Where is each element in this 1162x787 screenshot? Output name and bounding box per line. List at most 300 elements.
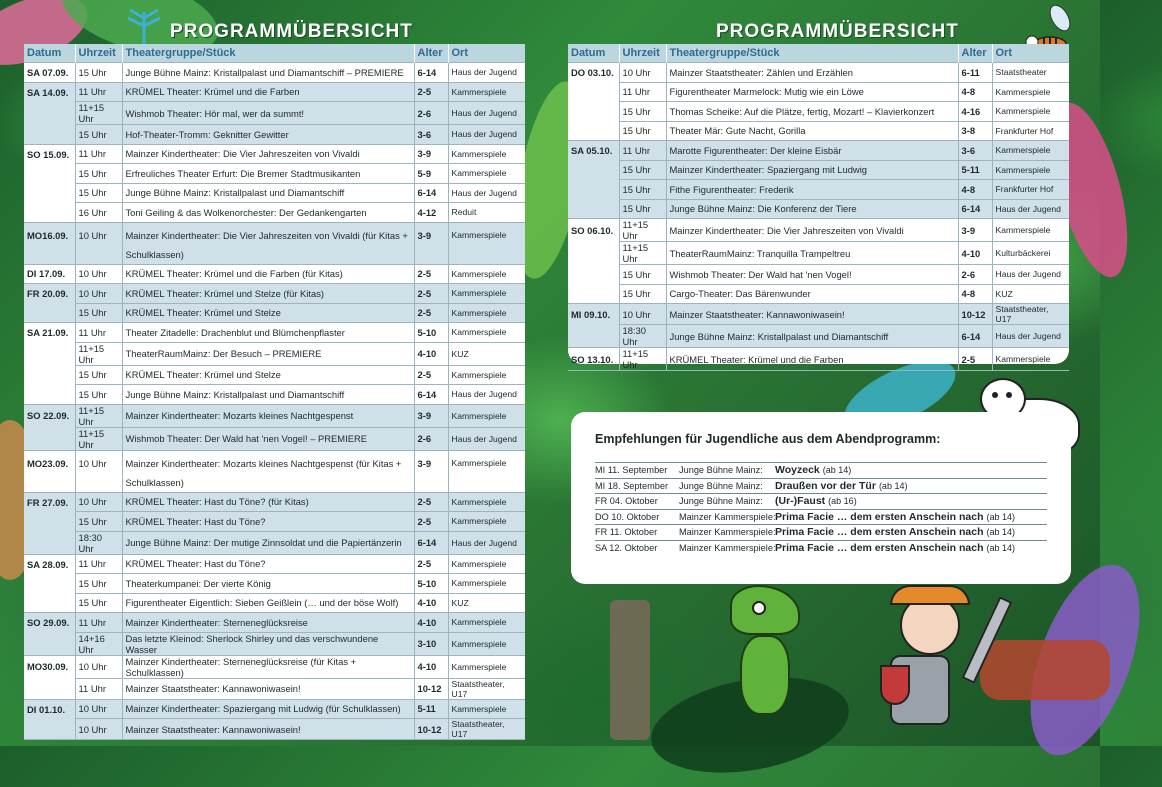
- venue-cell: Kammerspiele: [448, 492, 525, 512]
- recommendation-title: Draußen vor der Tür: [775, 479, 876, 492]
- date-cell: [568, 284, 619, 304]
- time-cell: 10 Uhr: [75, 492, 122, 512]
- program-cell: KRÜMEL Theater: Krümel und Stelze (für Kitas): [122, 284, 414, 304]
- date-cell: [24, 164, 75, 184]
- age-cell: 6-11: [958, 63, 992, 83]
- recommendation-age: (ab 14): [986, 511, 1016, 522]
- program-cell: Cargo-Theater: Das Bärenwunder: [666, 284, 958, 304]
- recommendation-age: (ab 14): [878, 480, 908, 491]
- venue-cell: Kammerspiele: [448, 164, 525, 184]
- date-cell: [568, 265, 619, 285]
- venue-cell: Kammerspiele: [992, 141, 1069, 161]
- date-cell: [568, 242, 619, 265]
- venue-cell: KUZ: [448, 593, 525, 613]
- time-cell: 11+15 Uhr: [619, 219, 666, 242]
- table-row: [24, 531, 525, 554]
- time-cell: 15 Uhr: [75, 593, 122, 613]
- program-cell: Junge Bühne Mainz: Kristallpalast und Diamantschiff: [122, 183, 414, 203]
- program-cell: Das letzte Kleinod: Sherlock Shirley und das verschwundene Wasser: [122, 632, 414, 655]
- program-cell: Mainzer Kindertheater: Die Vier Jahreszeiten von Vivaldi: [122, 144, 414, 164]
- date-cell: [568, 102, 619, 122]
- venue-cell: Kammerspiele: [992, 102, 1069, 122]
- age-cell: 2-5: [414, 492, 448, 512]
- table-row: [24, 512, 525, 532]
- venue-cell: Haus der Jugend: [448, 183, 525, 203]
- time-cell: 15 Uhr: [75, 574, 122, 594]
- column-header: Alter: [414, 44, 448, 63]
- time-cell: 18:30 Uhr: [75, 531, 122, 554]
- recommendation-age: (ab 14): [986, 542, 1016, 553]
- time-cell: 11+15 Uhr: [619, 348, 666, 371]
- age-cell: 2-5: [414, 512, 448, 532]
- table-row: [568, 265, 1069, 285]
- venue-cell: Haus der Jugend: [448, 63, 525, 83]
- recommendation-date: FR 11. Oktober: [595, 527, 658, 538]
- program-cell: KRÜMEL Theater: Krümel und Stelze: [122, 303, 414, 323]
- time-cell: 11 Uhr: [619, 82, 666, 102]
- recommendation-row: [595, 478, 1047, 494]
- time-cell: 15 Uhr: [619, 265, 666, 285]
- age-cell: 2-5: [414, 365, 448, 385]
- table-row: [568, 180, 1069, 200]
- date-cell: [24, 719, 75, 740]
- time-cell: 15 Uhr: [75, 164, 122, 184]
- page-title-right: PROGRAMMÜBERSICHT: [716, 21, 959, 42]
- age-cell: 4-10: [958, 242, 992, 265]
- venue-cell: Kammerspiele: [448, 574, 525, 594]
- age-cell: 3-10: [414, 632, 448, 655]
- date-cell: FR 27.09.: [24, 492, 75, 512]
- age-cell: 5-11: [958, 160, 992, 180]
- table-row: [24, 719, 525, 740]
- date-cell: [24, 125, 75, 145]
- recommendation-date: MI 18. September: [595, 480, 669, 491]
- date-cell: [568, 180, 619, 200]
- program-cell: Junge Bühne Mainz: Der mutige Zinnsoldat und die Papiertänzerin: [122, 531, 414, 554]
- date-cell: [24, 531, 75, 554]
- table-row: [24, 632, 525, 655]
- date-cell: SO 13.10.: [568, 348, 619, 371]
- time-cell: 15 Uhr: [75, 183, 122, 203]
- age-cell: 6-14: [414, 63, 448, 83]
- column-header: Theatergruppe/Stück: [122, 44, 414, 63]
- date-cell: DI 17.09.: [24, 264, 75, 284]
- time-cell: 10 Uhr: [75, 264, 122, 284]
- table-row: [24, 303, 525, 323]
- program-cell: Wishmob Theater: Hör mal, wer da summt!: [122, 102, 414, 125]
- time-cell: 10 Uhr: [75, 450, 122, 492]
- time-cell: 11+15 Uhr: [75, 404, 122, 427]
- time-cell: 15 Uhr: [75, 512, 122, 532]
- date-cell: SO 22.09.: [24, 404, 75, 427]
- venue-cell: Kammerspiele: [448, 284, 525, 304]
- table-header: [24, 44, 525, 63]
- table-row: [568, 219, 1069, 242]
- venue-cell: Staatstheater, U17: [448, 719, 525, 740]
- time-cell: 11 Uhr: [75, 554, 122, 574]
- date-cell: SA 28.09.: [24, 554, 75, 574]
- table-row: [568, 63, 1069, 83]
- venue-cell: Haus der Jugend: [448, 427, 525, 450]
- table-row: [24, 342, 525, 365]
- venue-cell: KUZ: [992, 284, 1069, 304]
- table-row: [24, 699, 525, 719]
- program-cell: KRÜMEL Theater: Krümel und die Farben (für Kitas): [122, 264, 414, 284]
- age-cell: 3-9: [414, 450, 448, 492]
- program-cell: KRÜMEL Theater: Krümel und Stelze: [122, 365, 414, 385]
- venue-cell: Kammerspiele: [992, 82, 1069, 102]
- venue-cell: Kammerspiele: [448, 655, 525, 678]
- table-row: [568, 304, 1069, 325]
- venue-cell: Haus der Jugend: [992, 325, 1069, 348]
- table-row: [568, 199, 1069, 219]
- recommendation-date: FR 04. Oktober: [595, 496, 658, 507]
- date-cell: MO30.09.: [24, 655, 75, 678]
- program-cell: Marotte Figurentheater: Der kleine Eisbär: [666, 141, 958, 161]
- program-cell: Mainzer Kindertheater: Die Vier Jahreszeiten von Vivaldi: [666, 219, 958, 242]
- time-cell: 10 Uhr: [619, 63, 666, 83]
- age-cell: 10-12: [958, 304, 992, 325]
- age-cell: 5-10: [414, 323, 448, 343]
- recommendation-title: (Ur-)Faust: [775, 495, 826, 508]
- venue-cell: Kammerspiele: [992, 348, 1069, 371]
- age-cell: 3-6: [958, 141, 992, 161]
- venue-cell: Frankfurter Hof: [992, 180, 1069, 200]
- time-cell: 11+15 Uhr: [75, 427, 122, 450]
- date-cell: [568, 82, 619, 102]
- leaf-decoration: [610, 600, 650, 740]
- venue-cell: Kammerspiele: [448, 365, 525, 385]
- table-row: [24, 144, 525, 164]
- column-header: Theatergruppe/Stück: [666, 44, 958, 63]
- age-cell: 10-12: [414, 678, 448, 699]
- table-row: [568, 141, 1069, 161]
- recommendation-row: [595, 462, 1047, 478]
- column-header: Uhrzeit: [75, 44, 122, 63]
- recommendation-date: DO 10. Oktober: [595, 511, 660, 522]
- recommendation-title: Woyzeck: [775, 464, 820, 477]
- venue-cell: Haus der Jugend: [448, 385, 525, 405]
- recommendation-row: [595, 524, 1047, 540]
- column-header: Alter: [958, 44, 992, 63]
- age-cell: 2-6: [414, 102, 448, 125]
- table-row: [568, 348, 1069, 371]
- time-cell: 15 Uhr: [75, 385, 122, 405]
- recommendation-age: (ab 16): [828, 496, 857, 507]
- time-cell: 16 Uhr: [75, 203, 122, 223]
- date-cell: [24, 574, 75, 594]
- time-cell: 11+15 Uhr: [75, 342, 122, 365]
- program-cell: Theater Zitadelle: Drachenblut und Blümchenpflaster: [122, 323, 414, 343]
- program-cell: Junge Bühne Mainz: Die Konferenz der Tiere: [666, 199, 958, 219]
- program-cell: Junge Bühne Mainz: Kristallpalast und Diamantschiff: [122, 385, 414, 405]
- program-table-left: [24, 44, 525, 739]
- date-cell: SA 07.09.: [24, 63, 75, 83]
- age-cell: 6-14: [414, 531, 448, 554]
- age-cell: 10-12: [414, 719, 448, 740]
- age-cell: 2-5: [414, 264, 448, 284]
- date-cell: [24, 183, 75, 203]
- table-row: [24, 450, 525, 492]
- time-cell: 10 Uhr: [75, 699, 122, 719]
- program-cell: Mainzer Kindertheater: Die Vier Jahreszeiten von Vivaldi (für Kitas + Schulklassen): [122, 222, 414, 264]
- time-cell: 15 Uhr: [75, 303, 122, 323]
- venue-cell: Kammerspiele: [992, 160, 1069, 180]
- program-cell: Mainzer Staatstheater: Kannawoniwasein!: [122, 719, 414, 740]
- program-cell: Mainzer Staatstheater: Kannawoniwasein!: [122, 678, 414, 699]
- time-cell: 10 Uhr: [75, 719, 122, 740]
- table-row: [24, 427, 525, 450]
- feather-icon: [120, 4, 168, 44]
- age-cell: 4-10: [414, 655, 448, 678]
- date-cell: [24, 678, 75, 699]
- table-row: [24, 655, 525, 678]
- age-cell: 3-9: [414, 404, 448, 427]
- program-cell: Thomas Scheike: Auf die Plätze, fertig, Mozart! – Klavierkonzert: [666, 102, 958, 122]
- table-row: [24, 492, 525, 512]
- program-cell: TheaterRaumMainz: Tranquilla Trampeltreu: [666, 242, 958, 265]
- table-row: [24, 385, 525, 405]
- column-header: Ort: [448, 44, 525, 63]
- recommendations-box: [571, 412, 1071, 584]
- program-cell: KRÜMEL Theater: Krümel und die Farben: [666, 348, 958, 371]
- age-cell: 6-14: [414, 183, 448, 203]
- recommendation-group: Mainzer Kammerspiele:: [679, 527, 776, 538]
- age-cell: 5-9: [414, 164, 448, 184]
- age-cell: 2-5: [414, 303, 448, 323]
- venue-cell: Kammerspiele: [448, 613, 525, 633]
- date-cell: [568, 160, 619, 180]
- time-cell: 14+16 Uhr: [75, 632, 122, 655]
- crocodile-illustration: [700, 585, 820, 735]
- age-cell: 2-5: [414, 82, 448, 102]
- program-cell: Mainzer Kindertheater: Mozarts kleines Nachtgespenst (für Kitas + Schulklassen): [122, 450, 414, 492]
- time-cell: 11 Uhr: [75, 678, 122, 699]
- table-row: [24, 365, 525, 385]
- age-cell: 4-16: [958, 102, 992, 122]
- column-header: Ort: [992, 44, 1069, 63]
- program-cell: Mainzer Kindertheater: Sterneneglücksreise: [122, 613, 414, 633]
- venue-cell: Kulturbäckerei: [992, 242, 1069, 265]
- date-cell: FR 20.09.: [24, 284, 75, 304]
- date-cell: [24, 385, 75, 405]
- table-row: [24, 678, 525, 699]
- time-cell: 11 Uhr: [75, 323, 122, 343]
- recommendation-group: Mainzer Kammerspiele:: [679, 511, 776, 522]
- program-cell: Mainzer Kindertheater: Mozarts kleines Nachtgespenst: [122, 404, 414, 427]
- table-row: [24, 574, 525, 594]
- table-row: [24, 264, 525, 284]
- table-row: [568, 82, 1069, 102]
- recommendation-group: Junge Bühne Mainz:: [679, 465, 763, 476]
- program-cell: Erfreuliches Theater Erfurt: Die Bremer Stadtmusikanten: [122, 164, 414, 184]
- age-cell: 2-6: [414, 427, 448, 450]
- venue-cell: Kammerspiele: [448, 222, 525, 264]
- date-cell: DO 03.10.: [568, 63, 619, 83]
- table-row: [24, 404, 525, 427]
- date-cell: MO16.09.: [24, 222, 75, 264]
- time-cell: 15 Uhr: [619, 160, 666, 180]
- date-cell: [24, 365, 75, 385]
- time-cell: 10 Uhr: [75, 655, 122, 678]
- age-cell: 4-12: [414, 203, 448, 223]
- program-cell: Toni Geiling & das Wolkenorchester: Der Gedankengarten: [122, 203, 414, 223]
- time-cell: 10 Uhr: [75, 222, 122, 264]
- venue-cell: Kammerspiele: [448, 82, 525, 102]
- date-cell: [24, 512, 75, 532]
- date-cell: MO23.09.: [24, 450, 75, 492]
- recommendation-age: (ab 14): [986, 527, 1016, 538]
- venue-cell: Reduit: [448, 203, 525, 223]
- venue-cell: Haus der Jugend: [448, 125, 525, 145]
- venue-cell: Kammerspiele: [448, 699, 525, 719]
- time-cell: 15 Uhr: [75, 63, 122, 83]
- recommendation-group: Junge Bühne Mainz:: [679, 480, 763, 491]
- date-cell: SO 15.09.: [24, 144, 75, 164]
- program-cell: Mainzer Kindertheater: Spaziergang mit Ludwig (für Schulklassen): [122, 699, 414, 719]
- table-row: [568, 160, 1069, 180]
- program-cell: Figurentheater Marmelock: Mutig wie ein Löwe: [666, 82, 958, 102]
- age-cell: 4-10: [414, 593, 448, 613]
- time-cell: 15 Uhr: [619, 121, 666, 141]
- venue-cell: Kammerspiele: [448, 303, 525, 323]
- date-cell: [24, 427, 75, 450]
- program-cell: KRÜMEL Theater: Hast du Töne? (für Kitas): [122, 492, 414, 512]
- table-row: [568, 325, 1069, 348]
- age-cell: 5-10: [414, 574, 448, 594]
- recommendation-group: Mainzer Kammerspiele:: [679, 542, 776, 553]
- program-cell: Theater Mär: Gute Nacht, Gorilla: [666, 121, 958, 141]
- venue-cell: Haus der Jugend: [448, 531, 525, 554]
- program-cell: Wishmob Theater: Der Wald hat 'nen Vogel! – PREMIERE: [122, 427, 414, 450]
- time-cell: 18:30 Uhr: [619, 325, 666, 348]
- date-cell: [24, 342, 75, 365]
- recommendation-title: Prima Facie … dem ersten Anschein nach: [775, 510, 984, 523]
- date-cell: [24, 203, 75, 223]
- program-cell: Mainzer Staatstheater: Zählen und Erzählen: [666, 63, 958, 83]
- program-table-right: [568, 44, 1069, 370]
- age-cell: 2-5: [414, 554, 448, 574]
- recommendation-title: Prima Facie … dem ersten Anschein nach: [775, 526, 984, 539]
- venue-cell: Staatstheater, U17: [448, 678, 525, 699]
- venue-cell: Kammerspiele: [448, 404, 525, 427]
- time-cell: 11 Uhr: [75, 144, 122, 164]
- program-cell: KRÜMEL Theater: Hast du Töne?: [122, 512, 414, 532]
- table-row: [24, 203, 525, 223]
- age-cell: 2-5: [414, 284, 448, 304]
- date-cell: SA 05.10.: [568, 141, 619, 161]
- date-cell: SO 06.10.: [568, 219, 619, 242]
- age-cell: 3-9: [958, 219, 992, 242]
- recommendation-age: (ab 14): [822, 465, 852, 476]
- age-cell: 4-8: [958, 82, 992, 102]
- time-cell: 15 Uhr: [619, 284, 666, 304]
- date-cell: SA 21.09.: [24, 323, 75, 343]
- date-cell: [24, 632, 75, 655]
- age-cell: 2-6: [958, 265, 992, 285]
- table-row: [24, 613, 525, 633]
- program-cell: Fithe Figurentheater: Frederik: [666, 180, 958, 200]
- table-row: [24, 102, 525, 125]
- table-row: [568, 102, 1069, 122]
- column-header: Datum: [568, 44, 619, 63]
- venue-cell: Kammerspiele: [448, 323, 525, 343]
- recommendation-row: [595, 540, 1047, 556]
- date-cell: DI 01.10.: [24, 699, 75, 719]
- column-header: Uhrzeit: [619, 44, 666, 63]
- knight-illustration: [880, 585, 1020, 745]
- time-cell: 10 Uhr: [75, 284, 122, 304]
- time-cell: 11 Uhr: [75, 82, 122, 102]
- time-cell: 15 Uhr: [619, 102, 666, 122]
- time-cell: 10 Uhr: [619, 304, 666, 325]
- table-row: [24, 164, 525, 184]
- date-cell: [24, 303, 75, 323]
- table-row: [568, 284, 1069, 304]
- age-cell: 4-10: [414, 613, 448, 633]
- table-row: [24, 82, 525, 102]
- age-cell: 6-14: [958, 199, 992, 219]
- venue-cell: Haus der Jugend: [992, 199, 1069, 219]
- time-cell: 11 Uhr: [619, 141, 666, 161]
- table-row: [24, 125, 525, 145]
- venue-cell: Frankfurter Hof: [992, 121, 1069, 141]
- recommendation-date: MI 11. September: [595, 465, 668, 476]
- program-cell: Junge Bühne Mainz: Kristallpalast und Diamantschiff: [666, 325, 958, 348]
- venue-cell: Staatstheater: [992, 63, 1069, 83]
- age-cell: 6-14: [958, 325, 992, 348]
- recommendation-date: SA 12. Oktober: [595, 542, 658, 553]
- age-cell: 3-6: [414, 125, 448, 145]
- age-cell: 4-8: [958, 180, 992, 200]
- table-row: [568, 121, 1069, 141]
- time-cell: 15 Uhr: [75, 125, 122, 145]
- venue-cell: Kammerspiele: [448, 512, 525, 532]
- program-cell: KRÜMEL Theater: Krümel und die Farben: [122, 82, 414, 102]
- program-cell: Hof-Theater-Tromm: Geknitter Gewitter: [122, 125, 414, 145]
- program-cell: Mainzer Kindertheater: Sterneneglücksreise (für Kitas + Schulklassen): [122, 655, 414, 678]
- date-cell: SA 14.09.: [24, 82, 75, 102]
- recommendation-row: [595, 509, 1047, 525]
- venue-cell: Kammerspiele: [448, 264, 525, 284]
- program-cell: Wishmob Theater: Der Wald hat 'nen Vogel!: [666, 265, 958, 285]
- date-cell: MI 09.10.: [568, 304, 619, 325]
- table-row: [24, 323, 525, 343]
- table-row: [568, 242, 1069, 265]
- program-cell: Mainzer Staatstheater: Kannawoniwasein!: [666, 304, 958, 325]
- venue-cell: KUZ: [448, 342, 525, 365]
- column-header: Datum: [24, 44, 75, 63]
- program-cell: KRÜMEL Theater: Hast du Töne?: [122, 554, 414, 574]
- age-cell: 6-14: [414, 385, 448, 405]
- recommendation-title: Prima Facie … dem ersten Anschein nach: [775, 541, 984, 554]
- table-row: [24, 183, 525, 203]
- venue-cell: Kammerspiele: [448, 450, 525, 492]
- venue-cell: Kammerspiele: [448, 554, 525, 574]
- venue-cell: Kammerspiele: [448, 144, 525, 164]
- time-cell: 11 Uhr: [75, 613, 122, 633]
- table-row: [24, 593, 525, 613]
- age-cell: 3-8: [958, 121, 992, 141]
- age-cell: 3-9: [414, 222, 448, 264]
- age-cell: 2-5: [958, 348, 992, 371]
- recommendation-row: [595, 493, 1047, 509]
- date-cell: [568, 199, 619, 219]
- table-row: [24, 554, 525, 574]
- venue-cell: Kammerspiele: [448, 632, 525, 655]
- venue-cell: Haus der Jugend: [992, 265, 1069, 285]
- time-cell: 15 Uhr: [619, 199, 666, 219]
